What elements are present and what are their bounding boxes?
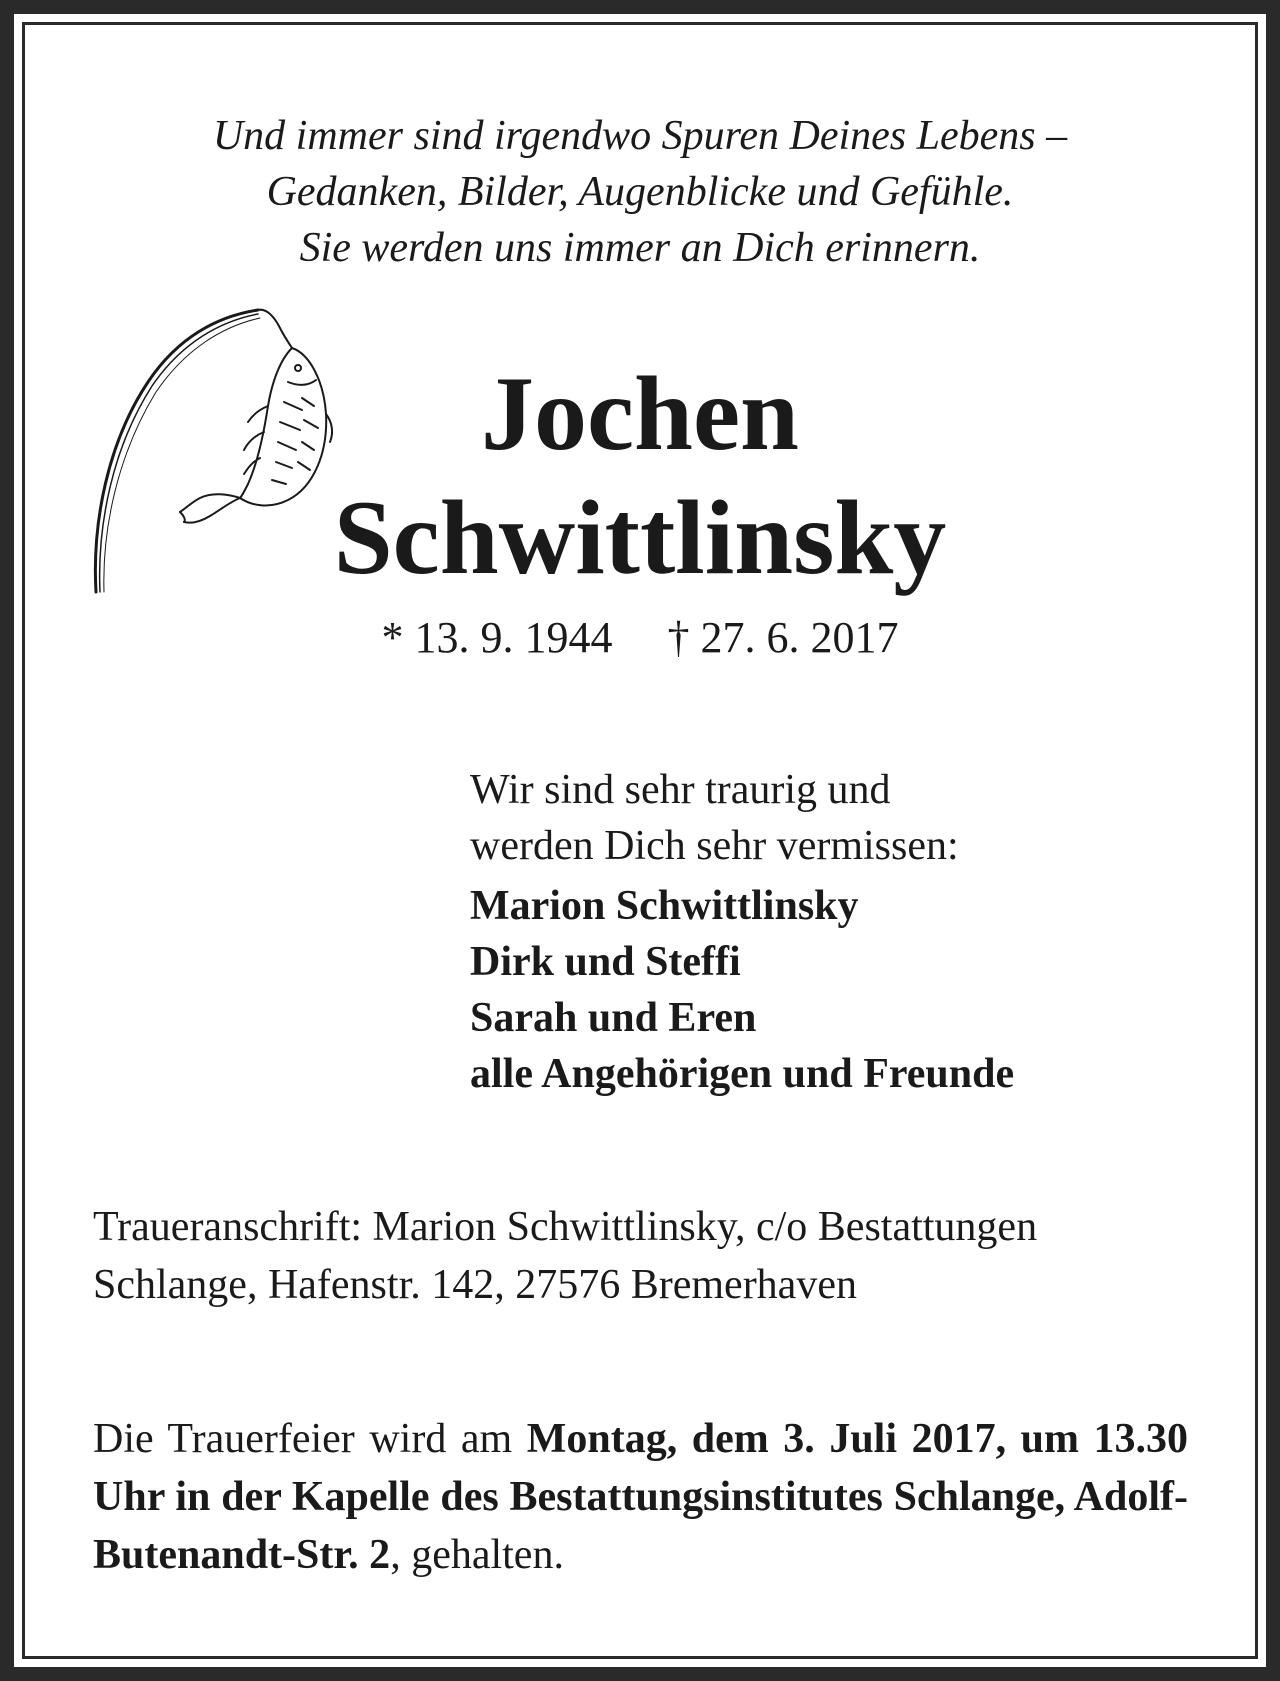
motto-line: Gedanken, Bilder, Augenblicke und Gefühle.: [266, 169, 1014, 215]
ceremony-prefix: Die Trauerfeier wird am: [93, 1416, 527, 1462]
mourning-address: [93, 1198, 1193, 1314]
mourner-names: [470, 878, 1230, 1102]
ceremony-notice: [93, 1410, 1188, 1584]
last-name: Schwittlinsky: [333, 479, 947, 596]
motto-line: Sie werden uns immer an Dich erinnern.: [299, 225, 981, 271]
life-dates: * 13. 9. 1944 † 27. 6. 2017: [381, 613, 899, 662]
mourner-name: Dirk und Steffi: [470, 939, 741, 985]
mourners-block: [470, 762, 1230, 1102]
mourners-intro: [470, 762, 1230, 874]
address-line: Traueranschrift: Marion Schwittlinsky, c/o Bestattungen: [93, 1204, 1038, 1250]
intro-line: Wir sind sehr traurig und: [470, 767, 891, 813]
motto-line: Und immer sind irgendwo Spuren Deines Lebens –: [212, 113, 1068, 159]
ceremony-suffix: , gehalten.: [390, 1532, 564, 1578]
first-name: Jochen: [481, 355, 799, 472]
mourner-name: Sarah und Eren: [470, 995, 757, 1041]
motto-verse: [0, 108, 1280, 276]
intro-line: werden Dich sehr vermissen:: [470, 823, 959, 869]
deceased-name: [0, 352, 1280, 600]
mourner-name: Marion Schwittlinsky: [470, 883, 859, 929]
address-line: Schlange, Hafenstr. 142, 27576 Bremerhaven: [93, 1262, 857, 1308]
mourner-name: alle Angehörigen und Freunde: [470, 1051, 1015, 1097]
ceremony-details: Montag, dem 3. Juli 2017, um 13.30 Uhr in der Kapelle des Bestattungsinstitutes Schlange, Adolf-Butenandt-Str. 2: [93, 1416, 1188, 1578]
